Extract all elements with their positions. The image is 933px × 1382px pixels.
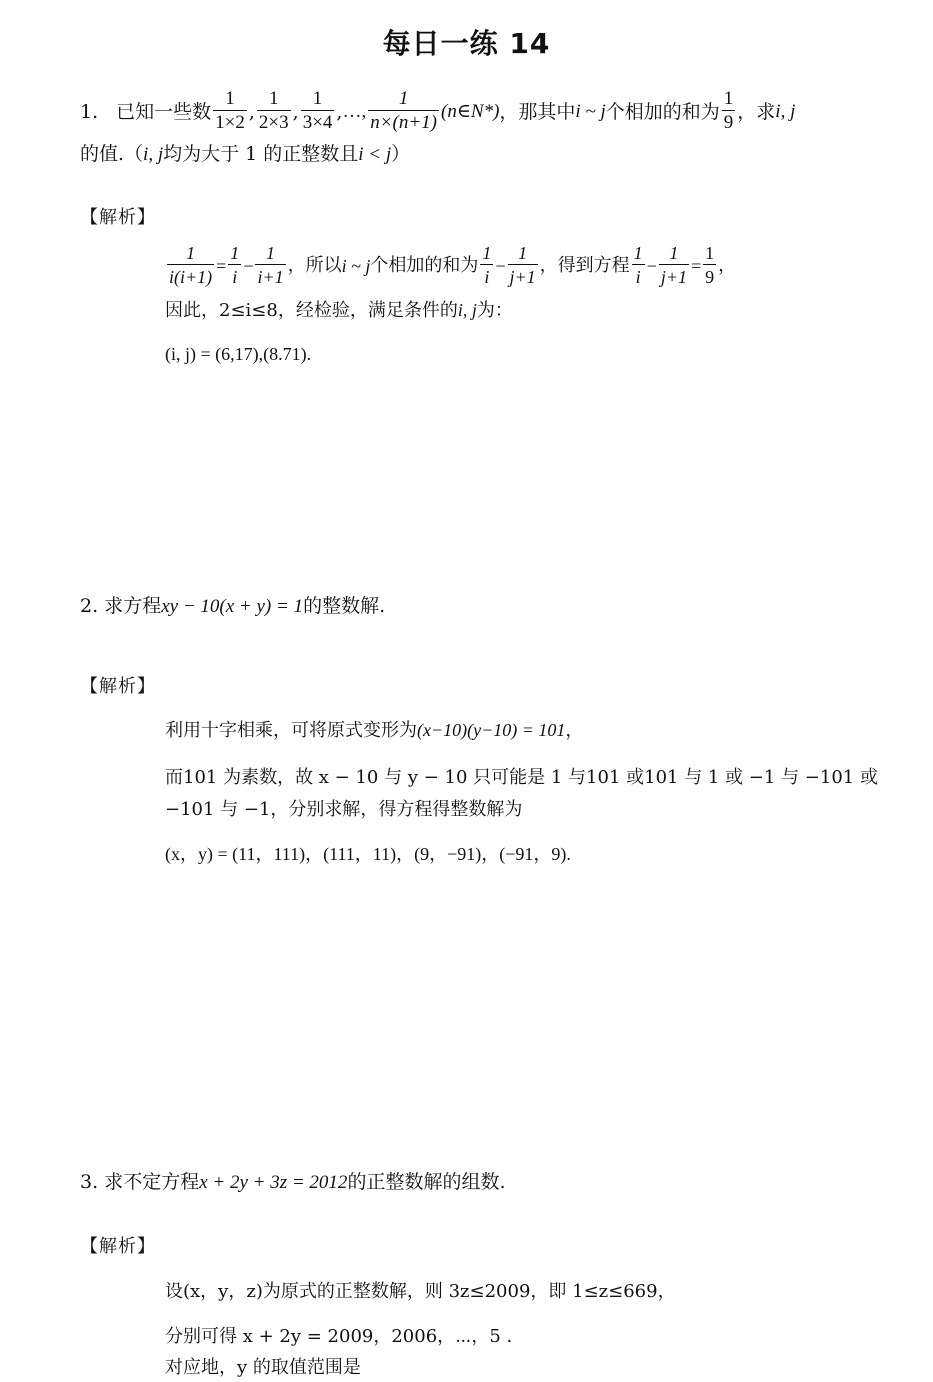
solution-3-line-1: 设(x，y，z)为原式的正整数解，则 3z≤2009，即 1≤z≤669， [165, 1281, 676, 1302]
solution-1-line-2: 因此，2≤i≤8，经检验，满足条件的i, j为： [165, 300, 513, 321]
problem-1-text-c: 个相加的和为 [605, 100, 720, 123]
problem-3: 3. 求不定方程x + 2y + 3z = 2012的正整数解的组数. [80, 1171, 506, 1193]
condition: (n∈N*) [441, 100, 500, 122]
problem-1-number: 1. [80, 100, 99, 123]
fraction-2: $\frac{1}{2\times 3}$ [258, 88, 289, 133]
solution-2-line-2: 而101 为素数，故 x − 10 与 y − 10 只可能是 1 与101 或101 与 1 或 −1 与 −101 或 [165, 767, 878, 788]
problem-1-line-2: 的值.（i, j均为大于 1 的正整数且i < j） [80, 143, 411, 165]
problem-3-number: 3. [80, 1171, 99, 1193]
fraction-general: $\frac{1}{n\times(n+1)}$ [370, 88, 437, 133]
solution-2-line-1: 利用十字相乘，可将原式变形为(x−10)(y−10) = 101， [165, 720, 584, 741]
solution-3-line-3: 对应地，y 的取值范围是 [165, 1357, 361, 1378]
vars-ij: i, j [775, 100, 796, 122]
page-title: 每日一练 14 [382, 27, 551, 60]
analysis-tag-3: 【解析】 [80, 1236, 156, 1257]
problem-1-text-b: ，那其中 [499, 100, 576, 123]
problem-2-number: 2. [80, 595, 99, 617]
problem-3-equation: x + 2y + 3z = 2012 [199, 1172, 348, 1193]
problem-1-text: 已知一些数 [116, 100, 212, 123]
analysis-tag-2: 【解析】 [80, 676, 156, 697]
solution-1-line-3: (i, j) = (6,17),(8.71). [165, 344, 312, 364]
solution-1-line-1: $\frac{1}{i(i+1)}$ = $\frac{1}{i}$ − $\frac{1}{i+1}$ ，所以 i ~ j 个相加的和为 $\frac{1}{i}$ − $\frac{1}{j+1}$ ，得到方程 $\frac{1}{i}$ − $\frac{1}{j+1}$ = $\frac{1}{9}$ ， [169, 243, 737, 287]
fraction-3: $\frac{1}{3\times 4}$ [302, 88, 333, 133]
fraction-ninth: $\frac{1}{9}$ [723, 88, 734, 133]
analysis-tag-1: 【解析】 [80, 207, 156, 228]
problem-1-text-d: ，求 [737, 100, 776, 123]
problem-2-equation: xy − 10(x + y) = 1 [161, 596, 304, 617]
problem-1-line-1: 1. 已知一些数 $\frac{1}{1\times 2}$ , $\frac{1}{2\times 3}$ , $\frac{1}{3\times 4}$ , …, $\frac{1}{n\times(n+1)}$ (n∈N*) ，那其中 i ~ j 个相加的和为 $\frac{1}{9}$ ，求 i, j [80, 88, 796, 133]
range-ij: i ~ j [575, 100, 606, 122]
problem-2: 2. 求方程xy − 10(x + y) = 1的整数解. [80, 595, 386, 617]
fraction-1: $\frac{1}{1\times 2}$ [215, 88, 245, 133]
solution-3-line-2: 分别可得 x + 2y = 2009，2006，⋯，5 . [165, 1326, 513, 1347]
solution-2-line-4: (x，y) = (11，111)，(111，11)，(9，−91)，(−91，9). [165, 844, 571, 864]
solution-2-line-3: −101 与 −1，分别求解，得方程得整数解为 [165, 799, 523, 820]
ellipsis: …, [342, 100, 367, 122]
